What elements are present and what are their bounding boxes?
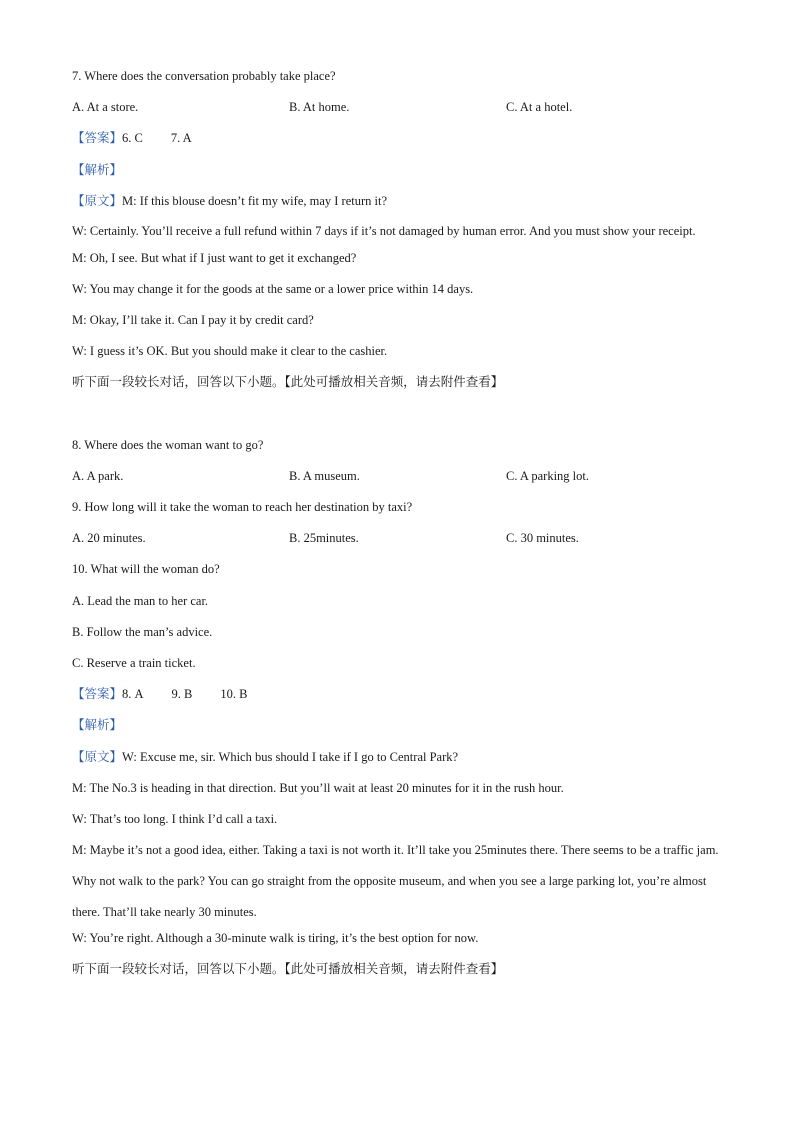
answer-9: 9. B xyxy=(171,687,193,702)
question-8: 8. Where does the woman want to go? xyxy=(72,437,264,452)
question-7-options xyxy=(72,97,724,128)
answer-label: 【答案】 xyxy=(72,686,123,702)
transcript-2-line-1: 【原文】W: Excuse me, sir. Which bus should I take if I go to Central Park? xyxy=(72,748,459,764)
original-label: 【原文】 xyxy=(72,748,123,764)
document-page xyxy=(72,66,724,991)
question-10-option-b: B. Follow the man’s advice. xyxy=(72,624,213,639)
analysis-label-2: 【解析】 xyxy=(72,717,123,733)
question-10-option-c: C. Reserve a train ticket. xyxy=(72,655,196,670)
option-b: B. At home. xyxy=(289,100,350,115)
listening-instruction-2: 听下面一段较长对话，回答以下小题。【此处可播放相关音频，请去附件查看】 xyxy=(72,961,504,977)
option-a: A. A park. xyxy=(72,468,124,483)
transcript-1-line-5: M: Okay, I’ll take it. Can I pay it by credit card? xyxy=(72,312,314,327)
answer-7: 7. A xyxy=(170,131,192,146)
answer-line-2 xyxy=(72,684,724,715)
transcript-2-line-3: W: That’s too long. I think I’d call a taxi. xyxy=(72,811,278,826)
question-9: 9. How long will it take the woman to reach her destination by taxi? xyxy=(72,500,413,515)
transcript-1-line-6: W: I guess it’s OK. But you should make it clear to the cashier. xyxy=(72,344,388,359)
analysis-label-1: 【解析】 xyxy=(72,161,123,177)
option-c: C. 30 minutes. xyxy=(506,531,579,546)
answer-10: 10. B xyxy=(220,687,248,702)
question-8-options xyxy=(72,466,724,497)
transcript-2-line-2: M: The No.3 is heading in that direction. But you’ll wait at least 20 minutes for it in the rush hour. xyxy=(72,780,564,795)
transcript-2-line-4: M: Maybe it’s not a good idea, either. Taking a taxi is not worth it. It’ll take you 25minutes there. There seems to be a traffic jam. Why not walk to the park? You can go straight from the opposite museum, and when you see a large parking lot, you’re almost there. That’ll take nearly 30 minutes. xyxy=(72,842,719,919)
transcript-1-line-4: W: You may change it for the goods at the same or a lower price within 14 days. xyxy=(72,281,474,296)
answer-6: 6. C xyxy=(122,131,143,146)
answer-label: 【答案】 xyxy=(72,130,123,146)
answer-line-1 xyxy=(72,128,724,159)
question-10: 10. What will the woman do? xyxy=(72,562,220,577)
option-c: C. At a hotel. xyxy=(506,100,573,115)
option-b: B. 25minutes. xyxy=(289,531,359,546)
question-7: 7. Where does the conversation probably take place? xyxy=(72,69,336,83)
question-9-options xyxy=(72,528,724,559)
transcript-1-line-2: W: Certainly. You’ll receive a full refund within 7 days if it’s not damaged by human error. And you must show your receipt. xyxy=(72,224,696,239)
question-10-option-a: A. Lead the man to her car. xyxy=(72,593,209,608)
option-c: C. A parking lot. xyxy=(506,468,589,483)
transcript-1-line-3: M: Oh, I see. But what if I just want to get it exchanged? xyxy=(72,250,357,265)
option-a: A. At a store. xyxy=(72,100,139,115)
listening-instruction-1: 听下面一段较长对话，回答以下小题。【此处可播放相关音频，请去附件查看】 xyxy=(72,374,504,390)
option-a: A. 20 minutes. xyxy=(72,531,146,546)
answer-8: 8. A xyxy=(122,687,144,702)
original-label: 【原文】 xyxy=(72,192,123,208)
transcript-2-line-5: W: You’re right. Although a 30-minute walk is tiring, it’s the best option for now. xyxy=(72,931,479,946)
option-b: B. A museum. xyxy=(289,468,360,483)
transcript-1-line-1: 【原文】M: If this blouse doesn’t fit my wife, may I return it? xyxy=(72,192,388,208)
